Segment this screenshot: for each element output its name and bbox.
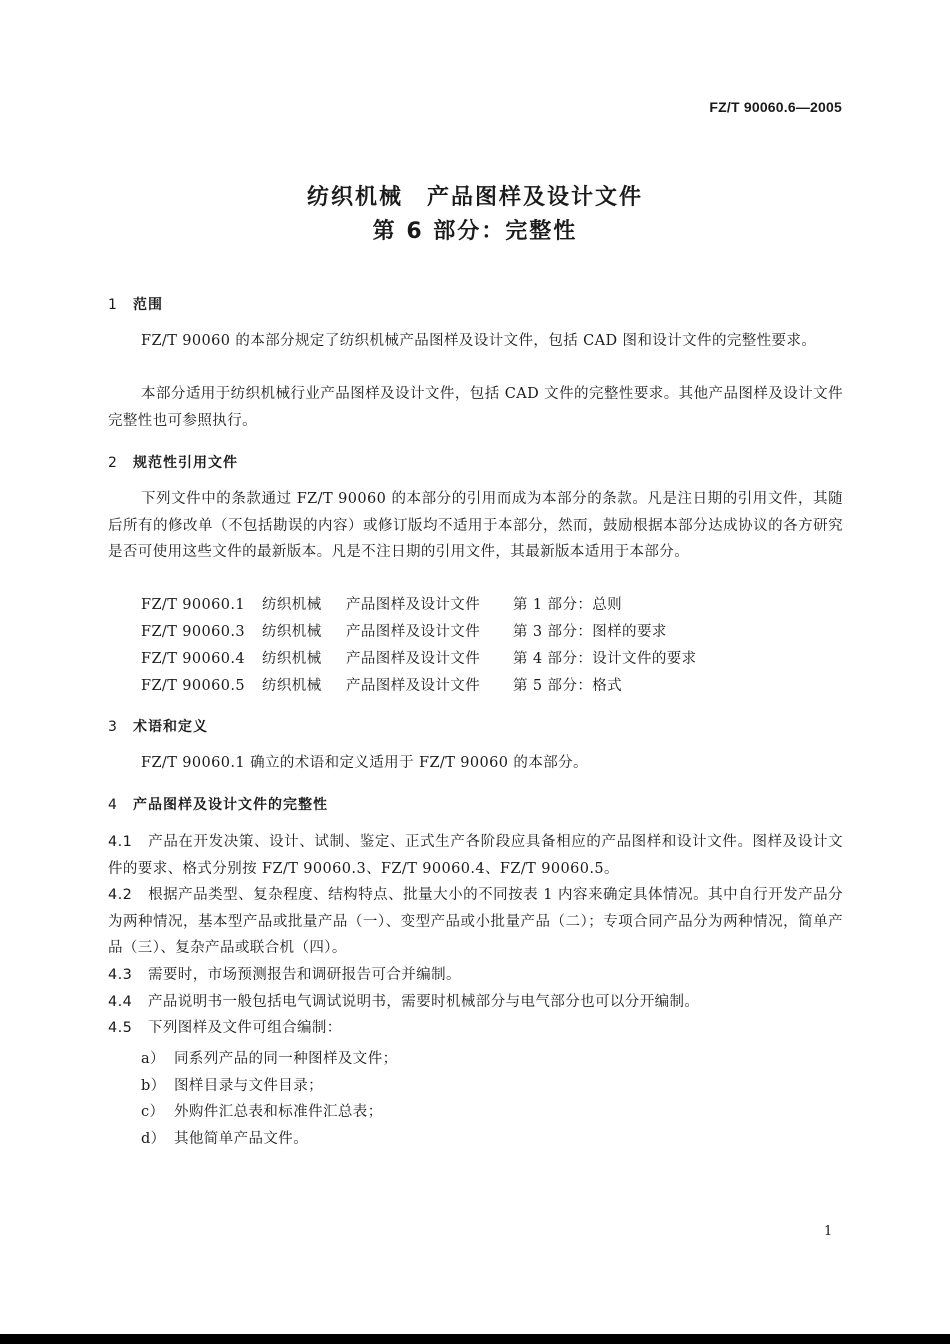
clause-label: 4.3: [108, 967, 133, 983]
section-number: 4: [108, 797, 118, 813]
section-2-heading: [108, 452, 238, 472]
list-item: [141, 1100, 383, 1121]
list-item: [141, 1047, 398, 1068]
list-marker: a）: [141, 1051, 165, 1067]
section-number: 3: [108, 719, 118, 735]
reference-part: 第 5 部分：格式: [513, 678, 623, 694]
standard-code: FZ/T 90060.6—2005: [709, 99, 842, 115]
clause-4-1: [108, 829, 843, 882]
section-title: 范围: [133, 297, 163, 313]
reference-row: [141, 619, 667, 645]
list-marker: c）: [141, 1104, 165, 1120]
clause-label: 4.1: [108, 834, 133, 850]
clause-4-4: [108, 989, 843, 1016]
reference-title: 产品图样及设计文件: [346, 651, 481, 667]
reference-row: [141, 673, 622, 699]
clause-4-5: [108, 1015, 843, 1042]
reference-code: FZ/T 90060.4: [141, 651, 246, 667]
list-item: [141, 1127, 308, 1148]
document-subtitle: 第 6 部分：完整性: [372, 219, 578, 244]
clause-text: 根据产品类型、复杂程度、结构特点、批量大小的不同按表 1 内容来确定具体情况。其中自行开发产品分为两种情况，基本型产品或批量产品（一）、变型产品或小批量产品（二）；专项合同产品分为两种情况，简单产品（三）、复杂产品或联合机（四）。: [108, 887, 843, 956]
clause-4-3: [108, 962, 843, 989]
reference-code: FZ/T 90060.3: [141, 624, 246, 640]
list-text: 同系列产品的同一种图样及文件；: [174, 1051, 398, 1067]
section-number: 1: [108, 297, 118, 313]
section-1-paragraph-1: FZ/T 90060 的本部分规定了纺织机械产品图样及设计文件，包括 CAD 图和设计文件的完整性要求。: [141, 333, 817, 349]
clause-text: 下列图样及文件可组合编制：: [148, 1020, 342, 1036]
list-text: 图样目录与文件目录；: [174, 1078, 323, 1094]
clause-label: 4.2: [108, 887, 133, 903]
section-number: 2: [108, 455, 118, 471]
section-2-paragraph: 下列文件中的条款通过 FZ/T 90060 的本部分的引用而成为本部分的条款。凡是注日期的引用文件，其随后所有的修改单（不包括勘误的内容）或修订版均不适用于本部分，然而，鼓励根据本部分达成协议的各方研究是否可使用这些文件的最新版本。凡是不注日期的引用文件，其最新版本适用于本部分。: [108, 491, 843, 560]
section-1-paragraph-2: 本部分适用于纺织机械行业产品图样及设计文件，包括 CAD 文件的完整性要求。其他产品图样及设计文件完整性也可参照执行。: [108, 386, 843, 429]
reference-title: 产品图样及设计文件: [346, 678, 481, 694]
reference-field: 纺织机械: [262, 597, 322, 613]
list-text: 外购件汇总表和标准件汇总表；: [174, 1104, 383, 1120]
list-marker: b）: [141, 1078, 166, 1094]
reference-field: 纺织机械: [262, 651, 322, 667]
section-1-heading: [108, 294, 163, 314]
section-title: 产品图样及设计文件的完整性: [133, 797, 328, 813]
reference-code: FZ/T 90060.5: [141, 678, 246, 694]
page-number: 1: [824, 1224, 833, 1239]
reference-field: 纺织机械: [262, 624, 322, 640]
section-title: 规范性引用文件: [133, 455, 238, 471]
section-3-paragraph: FZ/T 90060.1 确立的术语和定义适用于 FZ/T 90060 的本部分。: [141, 755, 588, 771]
reference-title: 产品图样及设计文件: [346, 624, 481, 640]
list-text: 其他简单产品文件。: [174, 1131, 309, 1147]
reference-row: [141, 646, 697, 672]
clause-text: 需要时，市场预测报告和调研报告可合并编制。: [148, 967, 461, 983]
clause-label: 4.5: [108, 1020, 133, 1036]
section-4-heading: [108, 794, 328, 814]
clause-text: 产品在开发决策、设计、试制、鉴定、正式生产各阶段应具备相应的产品图样和设计文件。图样及设计文件的要求、格式分别按 FZ/T 90060.3、FZ/T 90060.4、FZ/T 90060.5。: [108, 834, 843, 877]
section-title: 术语和定义: [133, 719, 208, 735]
reference-part: 第 3 部分：图样的要求: [513, 624, 667, 640]
list-marker: d）: [141, 1131, 166, 1147]
clause-label: 4.4: [108, 994, 133, 1010]
reference-code: FZ/T 90060.1: [141, 597, 246, 613]
clause-4-2: [108, 882, 843, 962]
reference-row: [141, 592, 622, 618]
clause-text: 产品说明书一般包括电气调试说明书，需要时机械部分与电气部分也可以分开编制。: [148, 994, 700, 1010]
bottom-border: [0, 1334, 950, 1344]
reference-field: 纺织机械: [262, 678, 322, 694]
section-3-heading: [108, 716, 208, 736]
list-item: [141, 1074, 323, 1095]
reference-title: 产品图样及设计文件: [346, 597, 481, 613]
reference-part: 第 4 部分：设计文件的要求: [513, 651, 697, 667]
reference-part: 第 1 部分：总则: [513, 597, 623, 613]
document-title: 纺织机械 产品图样及设计文件: [306, 185, 643, 210]
